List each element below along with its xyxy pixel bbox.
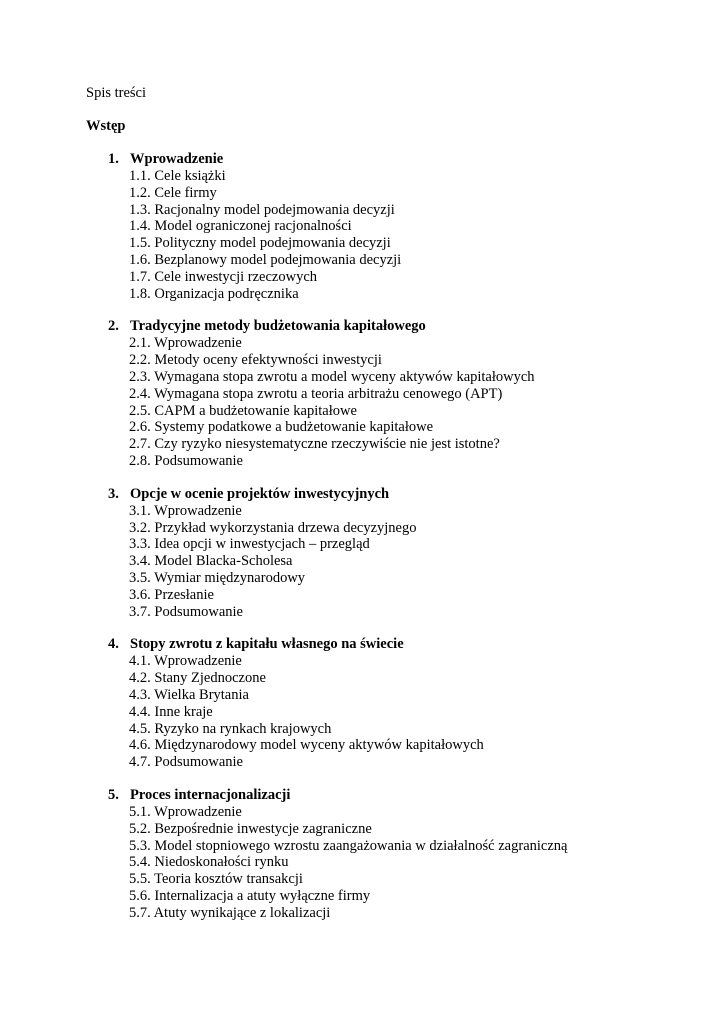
section-list	[0, 503, 724, 621]
section-item: 5.2. Bezpośrednie inwestycje zagraniczne	[129, 820, 372, 837]
section-item: 1.8. Organizacja podręcznika	[129, 285, 299, 302]
chapter-heading	[0, 787, 724, 804]
toc-title: Spis treści	[86, 85, 147, 101]
chapter-title: Stopy zwrotu z kapitału własnego na świecie	[130, 636, 404, 653]
chapter-heading	[0, 636, 724, 653]
section-item: 2.7. Czy ryzyko niesystematyczne rzeczywiście nie jest istotne?	[129, 436, 500, 453]
section-item: 2.1. Wprowadzenie	[129, 335, 242, 352]
section-item: 4.6. Międzynarodowy model wyceny aktywów kapitałowych	[129, 737, 484, 754]
section-item: 3.5. Wymiar międzynarodowy	[129, 569, 306, 586]
section-item: 5.1. Wprowadzenie	[129, 803, 242, 820]
section-item: 2.4. Wymagana stopa zwrotu a teoria arbitrażu cenowego (APT)	[129, 385, 503, 402]
section-item: 4.4. Inne kraje	[129, 703, 213, 720]
section-item: 5.5. Teoria kosztów transakcji	[129, 871, 303, 888]
section-list	[0, 653, 724, 771]
section-item: 4.3. Wielka Brytania	[129, 686, 249, 703]
section-item: 2.3. Wymagana stopa zwrotu a model wyceny aktywów kapitałowych	[129, 368, 535, 385]
chapter-title: Wprowadzenie	[130, 151, 224, 167]
chapter-heading	[0, 486, 724, 503]
section-item: 1.1. Cele książki	[129, 168, 226, 184]
chapter-title: Opcje w ocenie projektów inwestycyjnych	[130, 485, 390, 502]
section-item: 3.2. Przykład wykorzystania drzewa decyzyjnego	[129, 519, 417, 536]
chapter-4	[0, 636, 724, 771]
chapter-3	[0, 486, 724, 621]
intro-heading: Wstęp	[86, 118, 126, 134]
section-item: 2.6. Systemy podatkowe a budżetowanie kapitałowe	[129, 419, 434, 436]
section-item: 2.5. CAPM a budżetowanie kapitałowe	[129, 402, 357, 419]
section-item: 2.8. Podsumowanie	[129, 452, 243, 469]
section-item: 1.5. Polityczny model podejmowania decyzji	[129, 235, 391, 252]
section-item: 2.2. Metody oceny efektywności inwestycji	[129, 352, 382, 369]
section-item: 5.7. Atuty wynikające z lokalizacji	[129, 904, 331, 921]
chapter-5	[0, 787, 724, 922]
section-list	[0, 168, 724, 302]
chapter-heading	[0, 151, 724, 168]
section-item: 5.6. Internalizacja a atuty wyłączne firmy	[129, 887, 371, 904]
chapter-number: 4.	[108, 636, 119, 653]
section-item: 3.7. Podsumowanie	[129, 603, 243, 620]
section-item: 4.1. Wprowadzenie	[129, 653, 242, 670]
section-item: 1.3. Racjonalny model podejmowania decyzji	[129, 201, 395, 218]
section-item: 3.4. Model Blacka-Scholesa	[129, 553, 293, 570]
chapter-1	[0, 151, 724, 302]
section-list	[0, 335, 724, 469]
section-item: 1.4. Model ograniczonej racjonalności	[129, 218, 352, 235]
section-item: 5.4. Niedoskonałości rynku	[129, 854, 289, 871]
chapter-heading	[0, 318, 724, 335]
section-item: 3.3. Idea opcji w inwestycjach – przegląd	[129, 536, 370, 553]
chapter-title: Tradycyjne metody budżetowania kapitałowego	[130, 318, 426, 335]
section-item: 4.7. Podsumowanie	[129, 754, 243, 771]
section-list	[0, 804, 724, 922]
chapter-number: 1.	[108, 151, 119, 167]
section-item: 4.5. Ryzyko na rynkach krajowych	[129, 720, 332, 737]
chapter-number: 3.	[108, 485, 119, 502]
section-item: 4.2. Stany Zjednoczone	[129, 670, 266, 687]
section-item: 3.6. Przesłanie	[129, 586, 214, 603]
chapter-number: 2.	[108, 318, 119, 335]
chapter-number: 5.	[108, 786, 119, 803]
chapter-title: Proces internacjonalizacji	[130, 786, 291, 803]
section-item: 5.3. Model stopniowego wzrostu zaangażowania w działalność zagraniczną	[129, 837, 568, 854]
section-item: 1.6. Bezplanowy model podejmowania decyzji	[129, 251, 402, 268]
section-item: 3.1. Wprowadzenie	[129, 502, 242, 519]
section-item: 1.2. Cele firmy	[129, 184, 217, 201]
chapter-list	[0, 151, 724, 937]
section-item: 1.7. Cele inwestycji rzeczowych	[129, 268, 318, 285]
chapter-2	[0, 318, 724, 469]
